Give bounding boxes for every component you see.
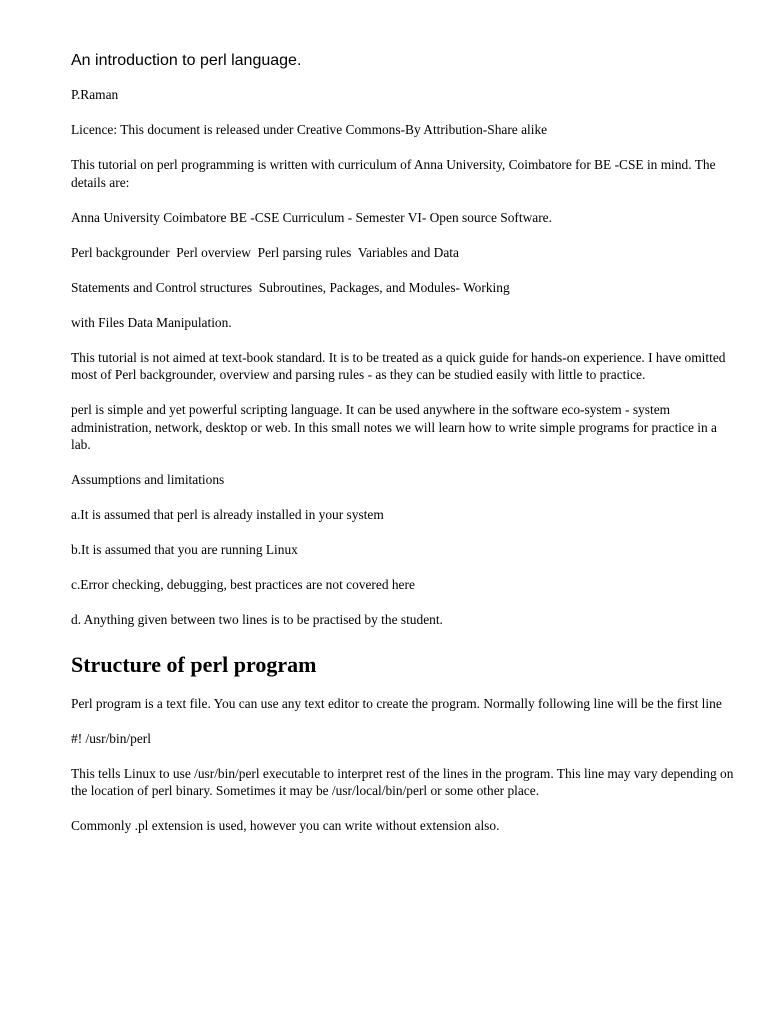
licence-paragraph: Licence: This document is released under Creative Commons-By Attribution-Share alike xyxy=(71,122,548,137)
assumption-b: b.It is assumed that you are running Linux xyxy=(71,542,298,557)
about-paragraph: perl is simple and yet powerful scripting language. It can be used anywhere in the software eco-system - system administration, network, desktop or web. In this small notes we will learn how to write simple programs for practice in a lab. xyxy=(71,402,717,452)
topics-line-2: Statements and Control structures Subroutines, Packages, and Modules- Working xyxy=(71,279,510,295)
document-page xyxy=(71,50,735,852)
assumption-c: c.Error checking, debugging, best practices are not covered here xyxy=(71,577,415,592)
topics-line-1: Perl backgrounder Perl overview Perl parsing rules Variables and Data xyxy=(71,244,459,260)
shebang-line: #! /usr/bin/perl xyxy=(71,730,151,746)
section-paragraph-1: Perl program is a text file. You can use any text editor to create the program. Normally following line will be the first line xyxy=(71,695,722,711)
section-paragraph-2: This tells Linux to use /usr/bin/perl executable to interpret rest of the lines in the program. This line may vary depending on the location of perl binary. Sometimes it may be /usr/local/bin/perl or some other place. xyxy=(71,765,734,798)
assumption-a: a.It is assumed that perl is already installed in your system xyxy=(71,507,384,522)
document-title: An introduction to perl language. xyxy=(71,52,302,69)
assumption-d: d. Anything given between two lines is to be practised by the student. xyxy=(71,612,443,627)
topics-line-3: with Files Data Manipulation. xyxy=(71,314,232,330)
section-paragraph-3: Commonly .pl extension is used, however you can write without extension also. xyxy=(71,818,500,833)
note-paragraph: This tutorial is not aimed at text-book standard. It is to be treated as a quick guide for hands-on experience. I have omitted most of Perl backgrounder, overview and parsing rules - as they can be studied easily with little to practice. xyxy=(71,349,726,382)
intro-paragraph: This tutorial on perl programming is written with curriculum of Anna University, Coimbatore for BE -CSE in mind. The details are: xyxy=(71,157,716,190)
curriculum-paragraph: Anna University Coimbatore BE -CSE Curriculum - Semester VI- Open source Software. xyxy=(71,209,552,225)
author-line: P.Raman xyxy=(71,87,119,102)
assumptions-heading: Assumptions and limitations xyxy=(71,472,225,487)
section-heading: Structure of perl program xyxy=(71,651,317,677)
